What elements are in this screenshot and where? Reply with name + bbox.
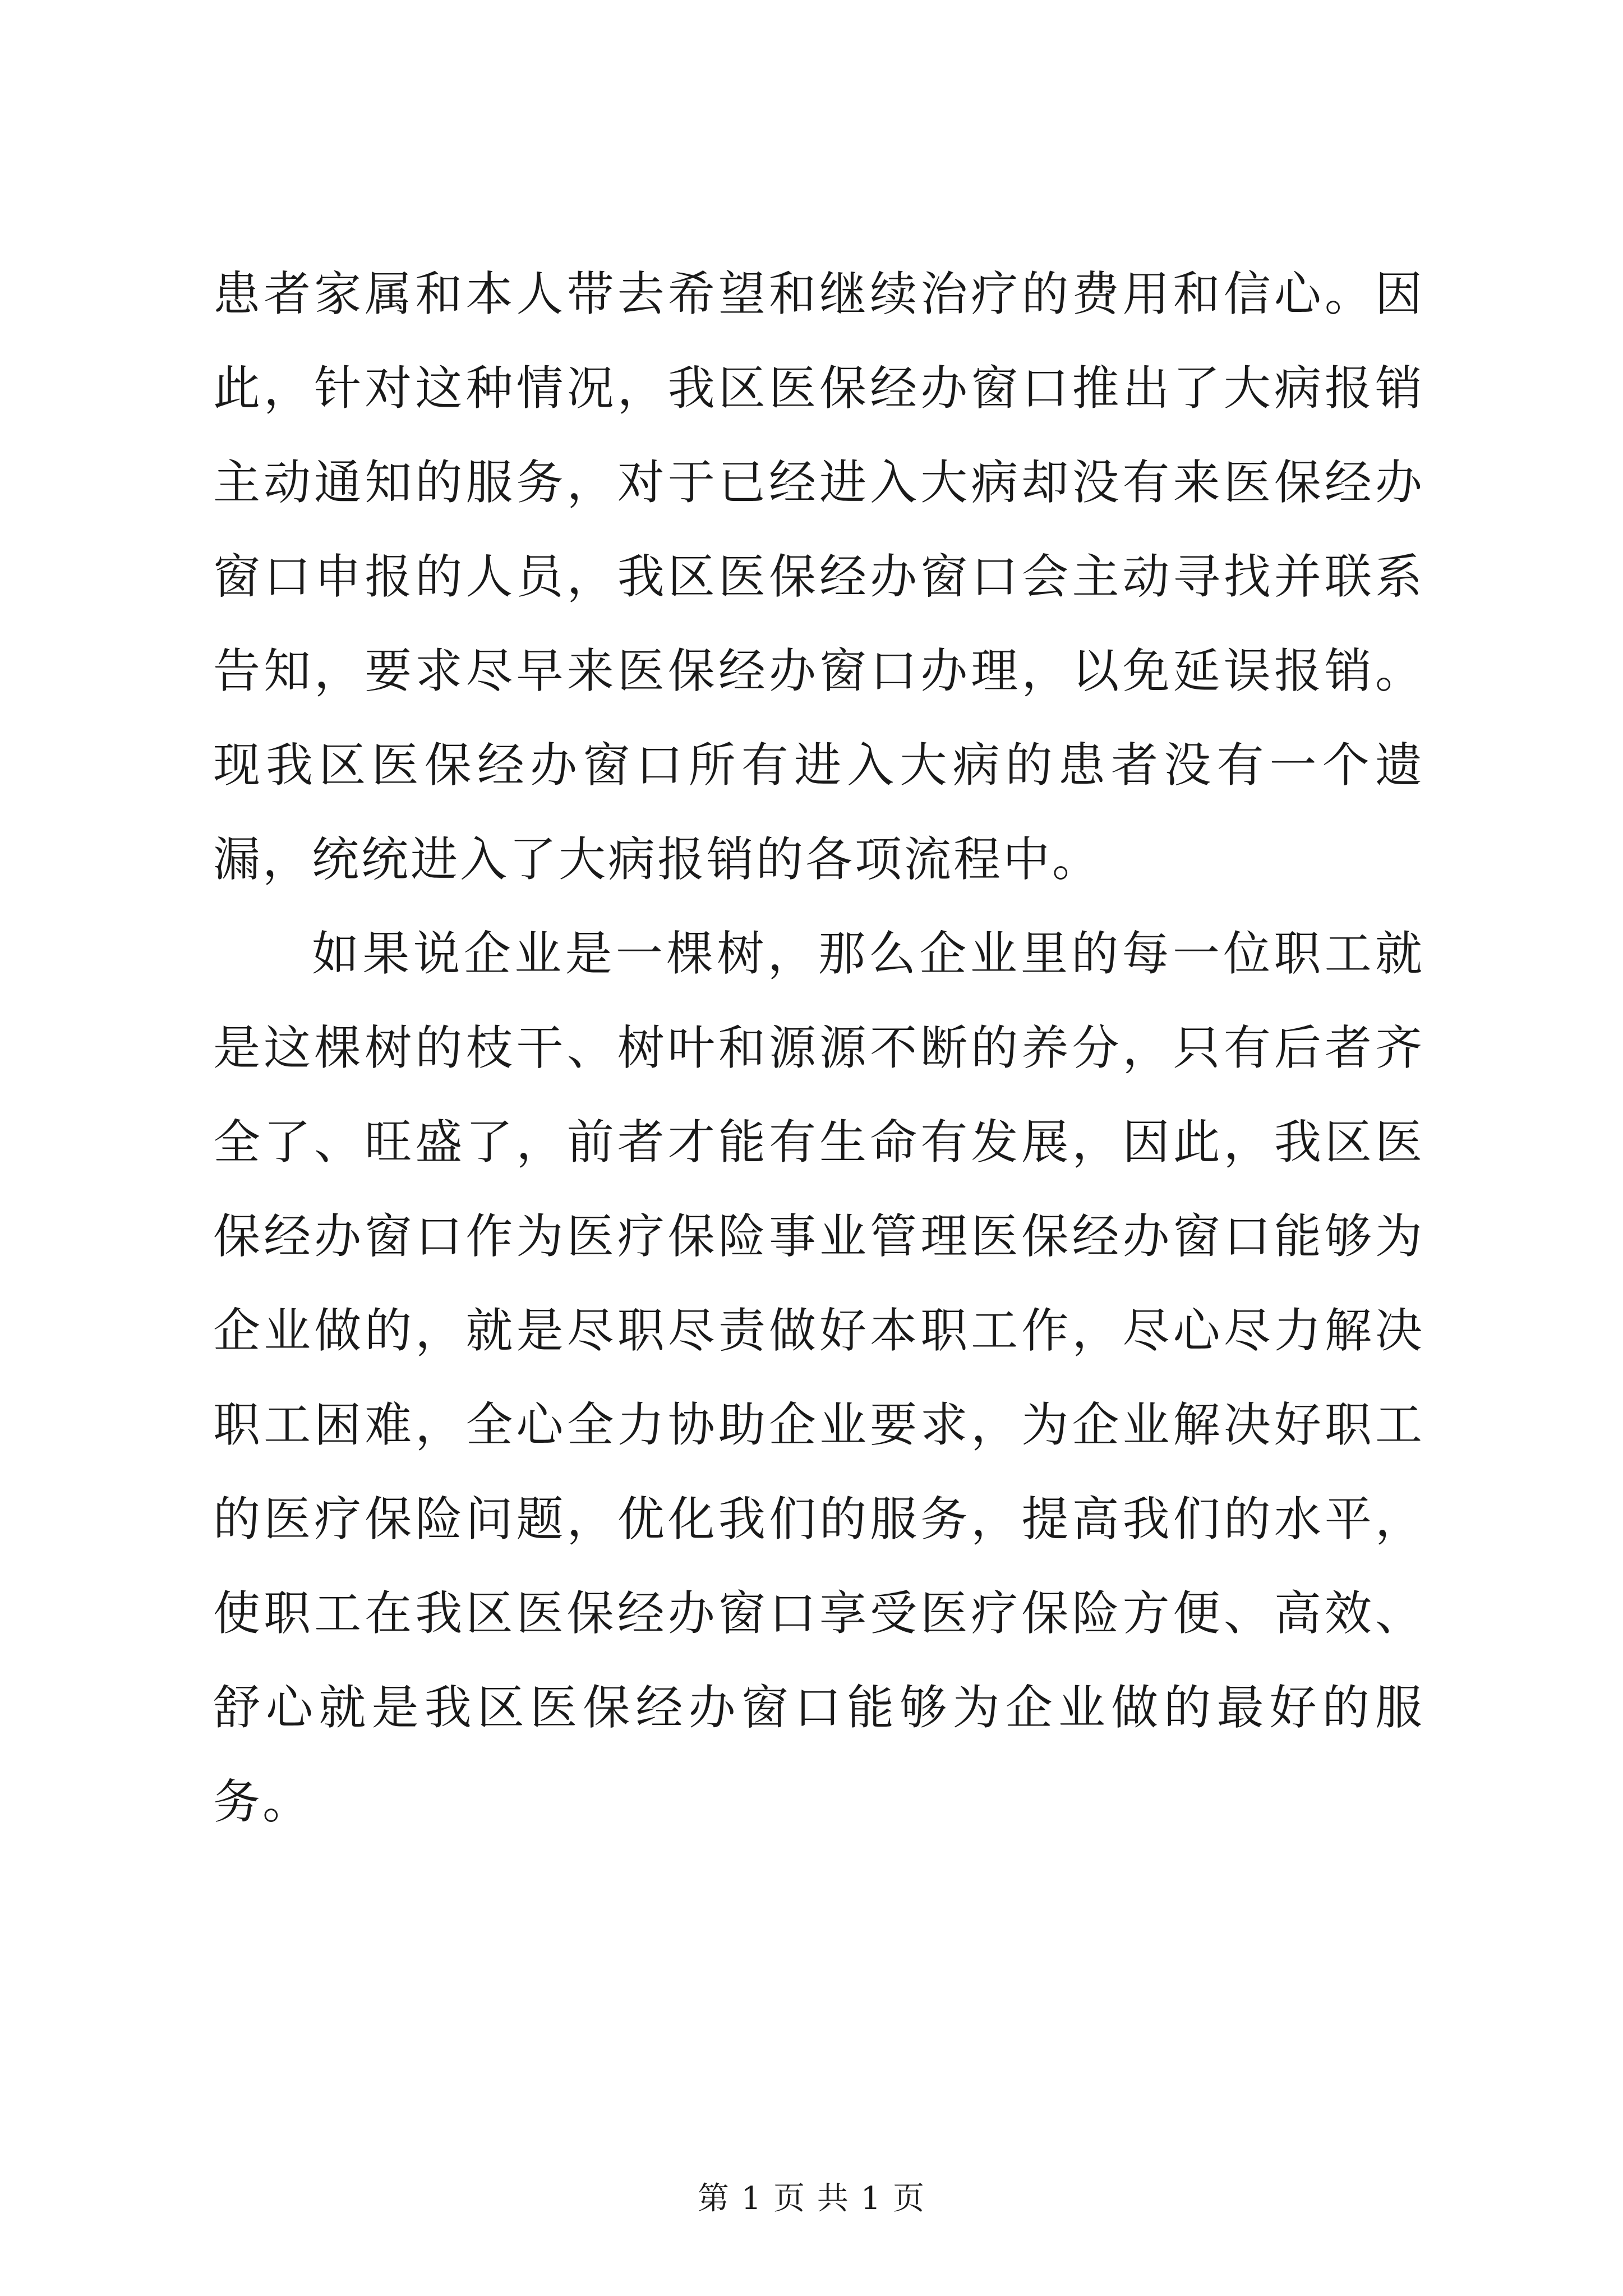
- paragraph-2: 如果说企业是一棵树，那么企业里的每一位职工就是这棵树的枝干、树叶和源源不断的养分，只有后者齐全了、旺盛了，前者才能有生命有发展，因此，我区医保经办窗口作为医疗保险事业管理医保经办窗口能够为企业做的，就是尽职尽责做好本职工作，尽心尽力解决职工困难，全心全力协助企业要求，为企业解决好职工的医疗保险问题，优化我们的服务，提高我们的水平，使职工在我区医保经办窗口享受医疗保险方便、高效、舒心就是我区医保经办窗口能够为企业做的最好的服务。: [213, 926, 1424, 1829]
- document-body: [213, 247, 1424, 1849]
- paragraph-1: 患者家属和本人带去希望和继续治疗的费用和信心。因此，针对这种情况，我区医保经办窗口推出了大病报销主动通知的服务，对于已经进入大病却没有来医保经办窗口申报的人员，我区医保经办窗口会主动寻找并联系告知，要求尽早来医保经办窗口办理，以免延误报销。现我区医保经办窗口所有进入大病的患者没有一个遗漏，统统进入了大病报销的各项流程中。: [213, 266, 1424, 887]
- page-footer: 第 1 页 共 1 页: [697, 2180, 926, 2217]
